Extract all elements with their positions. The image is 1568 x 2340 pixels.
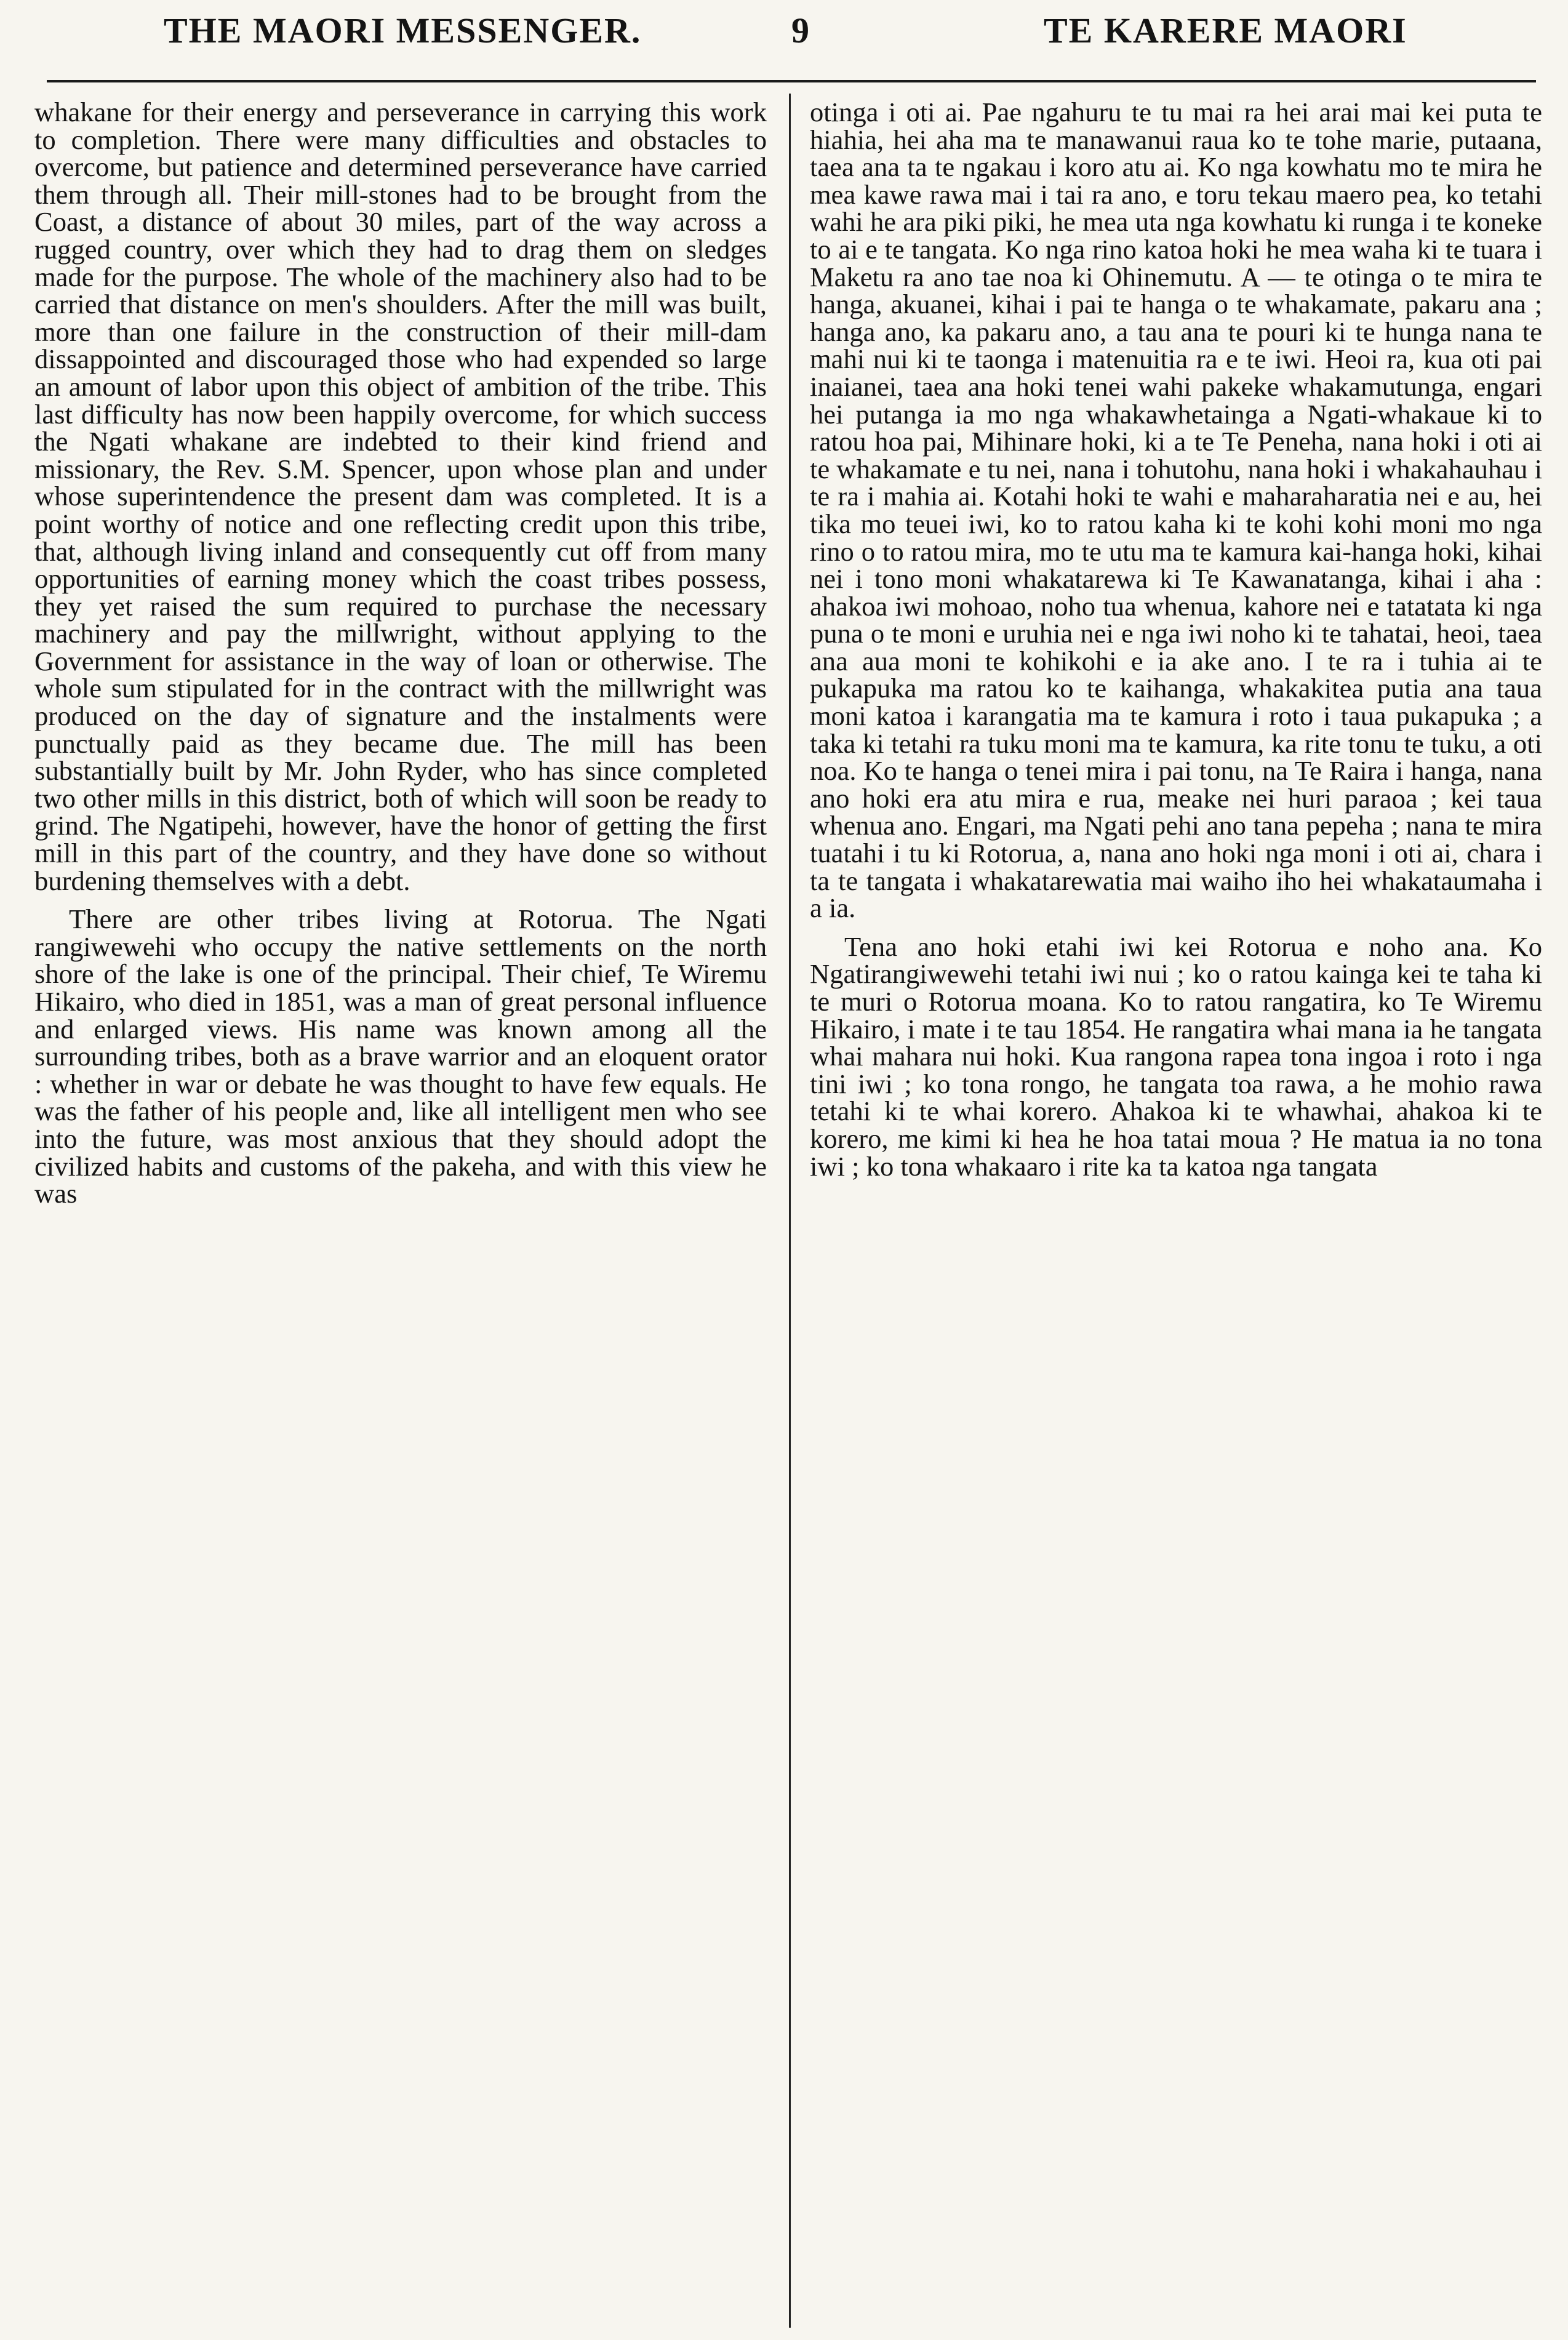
page-header <box>34 7 1553 64</box>
maori-masthead: TE KARERE MAORI <box>1044 10 1407 50</box>
column-divider <box>789 94 791 2328</box>
page-number: 9 <box>791 10 810 50</box>
header-rule <box>47 80 1536 82</box>
english-column <box>34 98 767 1208</box>
english-masthead: THE MAORI MESSENGER. <box>164 10 642 50</box>
maori-paragraph-1: otinga i oti ai. Pae ngahuru te tu mai ra hei arai mai kei puta te hiahia, hei aha ma te manawanui raua ko te tohe marie, putaana, taea ana ta te ngakau i koro atu ai. Ko nga kowhatu mo te mira he mea kawe rawa mai i tai ra ano, e toru tekau maero pea, ko tetahi wahi he ara piki piki, he mea uta nga kowhatu ki runga i te koneke to ai e te tangata. Ko nga rino katoa hoki he mea waha ki te tuara i Maketu ra ano tae noa ki Ohinemutu. A — te otinga o te mira te hanga, akuanei, kihai i pai te hanga o te whakamate, pakaru ana ; hanga ano, ka pakaru ano, a tau ana te pouri ki te hunga nana te mahi nui ki te taonga i matenuitia ra e te iwi. Heoi ra, kua oti pai inaianei, taea ana hoki tenei wahi pakeke whakamutunga, engari hei putanga ia mo nga whakawhetainga a Ngati-whakaue ki to ratou hoa pai, Mihinare hoki, ki a te Te Peneha, nana hoki i oti ai te whakamate e tu nei, nana i tohutohu, nana hoki i whakahauhau i te ra i mahia ai. Kotahi hoki te wahi e maharaharatia nei e au, hei tika mo teuei iwi, ko to ratou kaha ki te kohi kohi moni mo nga rino o to ratou mira, mo te utu ma te kamura kai-hanga hoki, kihai nei i tono moni whakatarewa ki Te Kawanatanga, kihai i aha : ahakoa iwi mohoao, noho tua whenua, kahore nei e tatatata ki nga puna o te moni e uruhia nei e nga iwi noho ki te tahatai, heoi, taea ana aua moni te kohikohi e ia ake ano. I te ra i tuhia ai te pukapuka ma ratou ko te kaihanga, whakakitea putia ana taua moni katoa i karangatia ma te kamura i roto i taua pukapuka ; a taka ki tetahi ra tuku moni ma te kamura, ka rite tonu te tuku, a oti noa. Ko te hanga o tenei mira i pai tonu, na Te Raira i hanga, nana ano hoki era atu mira e rua, meake nei huri paraoa ; kei taua whenua ano. Engari, ma Ngati pehi ano tana pepeha ; nana te mira tuatahi i tu ki Rotorua, a, nana ano hoki nga moni i oti ai, chara i ta te tangata i whakatarewatia mai waiho iho hei whakataumaha i a ia. <box>810 97 1542 924</box>
english-paragraph-2: There are other tribes living at Rotorua. The Ngati rangiwewehi who occupy the native settlements on the north shore of the lake is one of the principal. Their chief, Te Wiremu Hikairo, who died in 1851, was a man of great personal influence and enlarged views. His name was known among all the surrounding tribes, both as a brave warrior and an eloquent orator : whether in war or debate he was thought to have few equals. He was the father of his people and, like all intelligent men who see into the future, was most anxious that they should adopt the civilized habits and customs of the pakeha, and with this view he was <box>34 904 767 1209</box>
maori-paragraph-2: Tena ano hoki etahi iwi kei Rotorua e noho ana. Ko Ngatirangiwewehi tetahi iwi nui ; ko o ratou kainga kei te taha ki te muri o Rotorua moana. Ko to ratou rangatira, ko Te Wiremu Hikairo, i mate i te tau 1854. He rangatira whai mana ia he tangata whai mahara nui hoki. Kua rangona rapea tona ingoa i roto i nga tini iwi ; ko tona rongo, he tangata toa rawa, a he mohio rawa tetahi ki te whai korero. Ahakoa ki te whawhai, ahakoa ki te korero, me kimi ki hea he hoa tatai moua ? He matua ia no tona iwi ; ko tona whakaaro i rite ka ta katoa nga tangata <box>810 931 1542 1182</box>
maori-column <box>810 98 1542 1180</box>
newspaper-page <box>34 7 1553 2328</box>
english-paragraph-1: whakane for their energy and perseverance in carrying this work to completion. There were many difficulties and obstacles to overcome, but patience and determined perseverance have carried them through all. Their mill-stones had to be brought from the Coast, a distance of about 30 miles, part of the way across a rugged country, over which they had to drag them on sledges made for the purpose. The whole of the machinery also had to be carried that distance on men's shoulders. After the mill was built, more than one failure in the construction of their mill-dam dissappointed and discouraged those who had expended so large an amount of labor upon this object of ambition of the tribe. This last difficulty has now been happily overcome, for which success the Ngati whakane are indebted to their kind friend and missionary, the Rev. S.M. Spencer, upon whose plan and under whose superintendence the present dam was completed. It is a point worthy of notice and one reflecting credit upon this tribe, that, although living inland and consequently cut off from many opportunities of earning money which the coast tribes possess, they yet raised the sum required to purchase the necessary machinery and pay the millwright, without applying to the Government for assistance in the way of loan or otherwise. The whole sum stipulated for in the contract with the millwright was produced on the day of signature and the instalments were punctually paid as they became due. The mill has been substantially built by Mr. John Ryder, who has since completed two other mills in this district, both of which will soon be ready to grind. The Ngatipehi, however, have the honor of getting the first mill in this part of the country, and they have done so without burdening themselves with a debt. <box>34 97 767 896</box>
